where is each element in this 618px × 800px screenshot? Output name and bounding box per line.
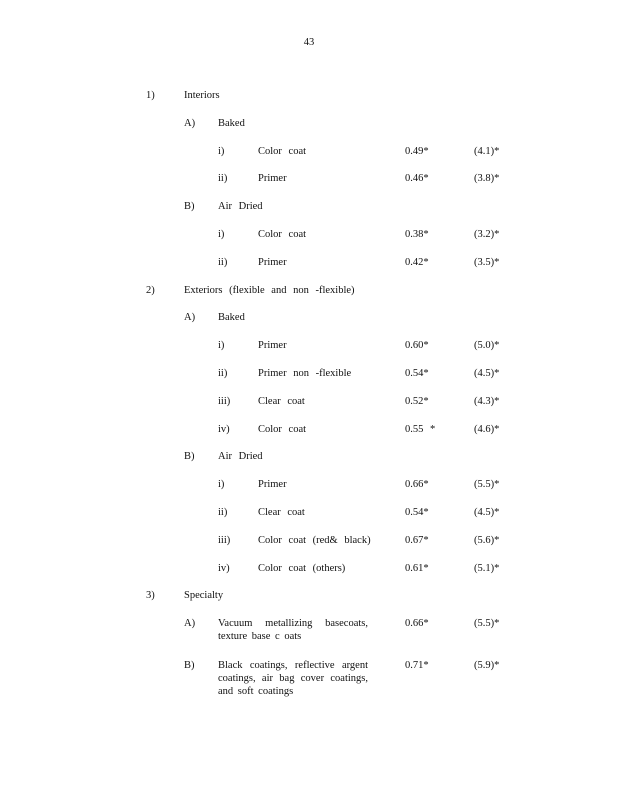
section-title: Interiors — [184, 90, 220, 101]
item-name: Primer — [258, 479, 287, 491]
specialty-letter: B) — [184, 660, 195, 672]
group-label: Baked — [218, 117, 245, 129]
item-numeral: i) — [218, 479, 225, 491]
group-letter: B) — [184, 201, 195, 213]
item-name: Color coat — [258, 145, 307, 157]
item-name: Primer — [258, 340, 287, 352]
item-parenthetical-value: (3.5)* — [474, 256, 500, 268]
specialty-parenthetical-value: (5.5)* — [474, 618, 500, 630]
specialty-description: Black coatings, reflective argent coatings, air bag cover coatings, and soft coatings — [218, 660, 368, 698]
group-label: Air Dried — [218, 451, 263, 463]
item-name: Color coat (others) — [258, 562, 346, 574]
group-letter: A) — [184, 312, 196, 324]
item-name: Primer — [258, 256, 287, 268]
page-number: 43 — [303, 37, 315, 48]
specialty-value: 0.66* — [405, 618, 429, 630]
item-parenthetical-value: (5.6)* — [474, 534, 500, 546]
item-name: Color coat — [258, 229, 307, 240]
item-name: Clear coat — [258, 507, 305, 518]
item-name: Primer non -flexible — [258, 368, 352, 379]
item-numeral: iv) — [218, 423, 230, 435]
item-parenthetical-value: (4.5)* — [474, 507, 500, 518]
item-parenthetical-value: (5.0)* — [474, 340, 500, 352]
group-label: Baked — [218, 312, 245, 324]
section-number: 1) — [146, 90, 155, 101]
item-parenthetical-value: (4.5)* — [474, 368, 500, 379]
item-numeral: ii) — [218, 173, 228, 185]
item-numeral: ii) — [218, 256, 228, 268]
item-numeral: iii) — [218, 395, 231, 407]
item-numeral: iii) — [218, 534, 231, 546]
item-name: Color coat (red& black) — [258, 534, 371, 546]
item-parenthetical-value: (5.1)* — [474, 562, 500, 574]
section-title: Specialty — [184, 590, 224, 602]
item-value: 0.67* — [405, 534, 429, 546]
item-numeral: i) — [218, 229, 225, 240]
specialty-parenthetical-value: (5.9)* — [474, 660, 500, 672]
group-letter: A) — [184, 117, 196, 129]
item-parenthetical-value: (3.8)* — [474, 173, 500, 185]
section-number: 2) — [146, 284, 155, 296]
section-number: 3) — [146, 590, 155, 602]
item-numeral: ii) — [218, 368, 228, 379]
item-numeral: i) — [218, 340, 225, 352]
item-value: 0.55 * — [405, 423, 436, 435]
item-numeral: iv) — [218, 562, 230, 574]
item-parenthetical-value: (3.2)* — [474, 229, 500, 240]
item-value: 0.49* — [405, 145, 429, 157]
item-name: Primer — [258, 173, 287, 185]
item-value: 0.38* — [405, 229, 429, 240]
item-value: 0.60* — [405, 340, 429, 352]
item-value: 0.54* — [405, 507, 429, 518]
item-value: 0.46* — [405, 173, 429, 185]
item-value: 0.66* — [405, 479, 429, 491]
item-numeral: ii) — [218, 507, 228, 518]
specialty-description: Vacuum metallizing basecoats, texture base c oats — [218, 618, 368, 643]
item-parenthetical-value: (4.1)* — [474, 145, 500, 157]
item-parenthetical-value: (5.5)* — [474, 479, 500, 491]
group-label: Air Dried — [218, 201, 263, 213]
item-name: Color coat — [258, 423, 307, 435]
item-value: 0.52* — [405, 395, 429, 407]
item-value: 0.61* — [405, 562, 429, 574]
item-value: 0.54* — [405, 368, 429, 379]
item-parenthetical-value: (4.3)* — [474, 395, 500, 407]
item-parenthetical-value: (4.6)* — [474, 423, 500, 435]
item-numeral: i) — [218, 145, 225, 157]
specialty-value: 0.71* — [405, 660, 429, 672]
item-name: Clear coat — [258, 395, 305, 407]
section-title: Exteriors (flexible and non -flexible) — [184, 284, 355, 296]
specialty-letter: A) — [184, 618, 196, 630]
group-letter: B) — [184, 451, 195, 463]
item-value: 0.42* — [405, 256, 429, 268]
